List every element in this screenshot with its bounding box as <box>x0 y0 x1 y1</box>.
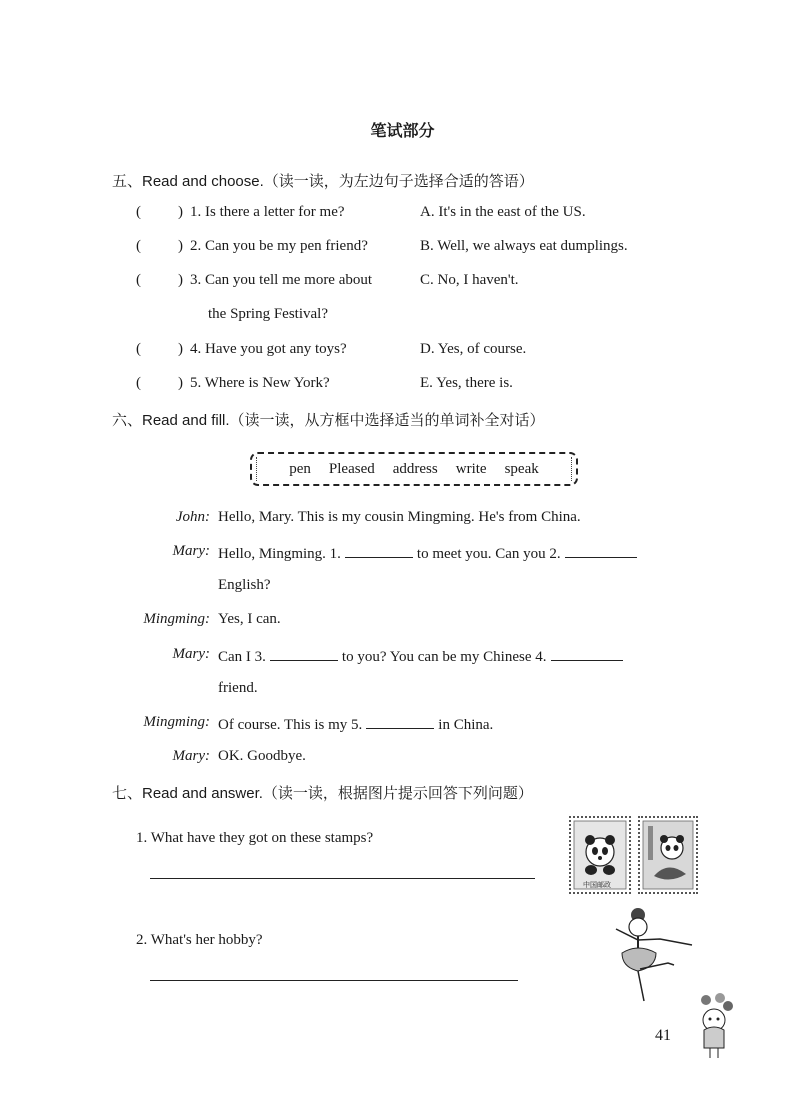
option-b: B. Well, we always eat dumplings. <box>420 238 628 254</box>
section6-heading: 六、Read and fill.（读一读，从方框中选择适当的单词补全对话） <box>112 412 545 429</box>
dialogue-line: Yes, I can. <box>218 611 281 627</box>
question-2: 2. Can you be my pen friend? <box>190 238 368 254</box>
question-5: 5. Where is New York? <box>190 375 330 391</box>
dialogue-text: to meet you. Can you 2. <box>416 546 561 562</box>
dialogue-line: OK. Goodbye. <box>218 748 306 764</box>
speaker-mary: Mary: <box>172 646 210 662</box>
question-3-cont: the Spring Festival? <box>208 306 328 322</box>
answer-paren-close[interactable]: ) <box>178 238 183 254</box>
stamp-label: 中国邮政 <box>583 881 611 889</box>
dialogue-line <box>218 543 641 563</box>
speaker-mary: Mary: <box>172 748 210 764</box>
panda-stamp-2 <box>638 816 698 894</box>
answer-paren-open: ( <box>136 375 141 391</box>
question-4: 4. Have you got any toys? <box>190 341 347 357</box>
answer-paren-close[interactable]: ) <box>178 272 183 288</box>
word-bank-item: pen <box>289 460 311 477</box>
dialogue-text: Of course. This is my 5. <box>218 717 363 733</box>
word-bank-item: address <box>392 460 438 477</box>
dialogue-line: English? <box>218 577 271 593</box>
option-c: C. No, I haven't. <box>420 272 519 288</box>
dialogue-text: Can I 3. <box>218 649 266 665</box>
dialogue-line: friend. <box>218 680 258 696</box>
section5-heading: 五、Read and choose.（读一读，为左边句子选择合适的答语） <box>112 173 534 190</box>
speaker-mingming: Mingming: <box>143 611 210 627</box>
page-number: 41 <box>655 1027 671 1044</box>
answer-paren-open: ( <box>136 238 141 254</box>
question-3: 3. Can you tell me more about <box>190 272 373 288</box>
answer-line-2[interactable] <box>150 980 518 981</box>
page-title: 笔试部分 <box>370 121 435 140</box>
bear-decoration <box>690 990 740 1060</box>
panda-stamp-1 <box>569 816 631 894</box>
dialogue-text: Hello, Mingming. 1. <box>218 546 341 562</box>
dancer-icon <box>598 905 698 1005</box>
section7-heading: 七、Read and answer.（读一读，根据图片提示回答下列问题） <box>112 785 533 802</box>
speaker-mingming: Mingming: <box>143 714 210 730</box>
bear-flower-icon <box>690 990 740 1060</box>
answer-line-1[interactable] <box>150 878 535 879</box>
speaker-john: John: <box>175 509 210 525</box>
speaker-mary: Mary: <box>172 543 210 559</box>
blank-4[interactable] <box>551 646 623 661</box>
option-a: A. It's in the east of the US. <box>420 204 586 220</box>
blank-5[interactable] <box>366 714 434 729</box>
answer-paren-close[interactable]: ) <box>178 204 183 220</box>
answer-paren-open: ( <box>136 272 141 288</box>
answer-paren-open: ( <box>136 341 141 357</box>
panda-icon <box>640 818 696 892</box>
answer-paren-close[interactable]: ) <box>178 375 183 391</box>
question-stamps: 1. What have they got on these stamps? <box>136 830 374 846</box>
ballet-girl-illustration <box>598 905 698 1005</box>
answer-paren-open: ( <box>136 204 141 220</box>
blank-2[interactable] <box>565 543 637 558</box>
word-bank-box <box>250 452 578 486</box>
word-bank-item: write <box>455 460 487 477</box>
word-bank-item: speak <box>504 460 539 477</box>
blank-1[interactable] <box>345 543 413 558</box>
question-hobby: 2. What's her hobby? <box>136 932 263 948</box>
word-bank-item: Pleased <box>328 460 375 477</box>
dialogue-line <box>218 646 627 666</box>
blank-3[interactable] <box>270 646 338 661</box>
option-e: E. Yes, there is. <box>420 375 513 391</box>
dialogue-line: Hello, Mary. This is my cousin Mingming. He's from China. <box>218 509 581 525</box>
dialogue-line <box>218 714 493 734</box>
question-1: 1. Is there a letter for me? <box>190 204 345 220</box>
option-d: D. Yes, of course. <box>420 341 527 357</box>
dialogue-text: in China. <box>438 717 494 733</box>
answer-paren-close[interactable]: ) <box>178 341 183 357</box>
dialogue-text: to you? You can be my Chinese 4. <box>341 649 547 665</box>
